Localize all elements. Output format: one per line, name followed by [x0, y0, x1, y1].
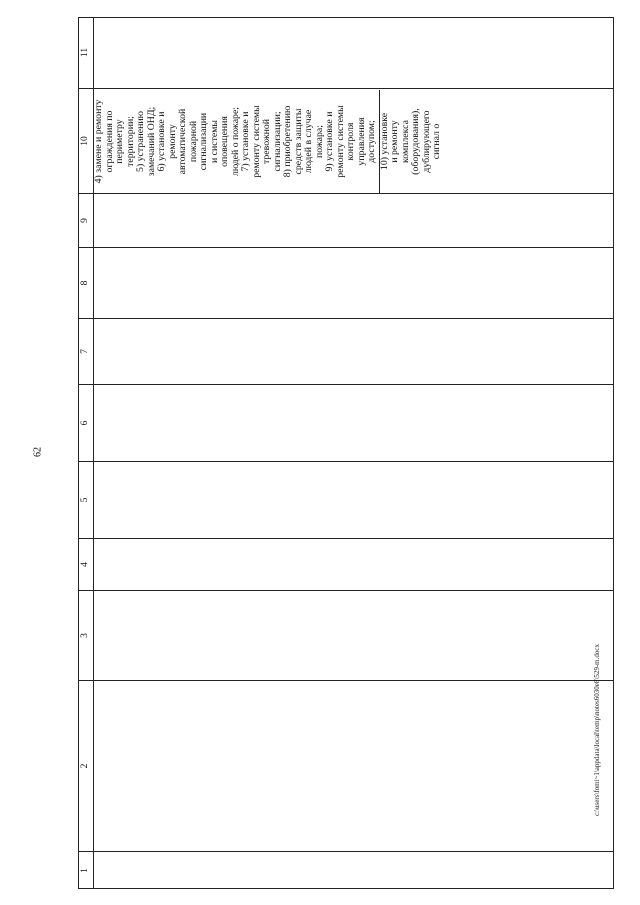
col10-line: (оборудования), [410, 108, 421, 175]
col10-line: 6) установке и [156, 111, 167, 172]
col10-line: пожара; [313, 125, 325, 158]
header-col-7: 7 [78, 318, 94, 384]
col10-line: ремонту [166, 124, 178, 159]
col10-line: ограждения по [103, 110, 115, 173]
col10-line: доступом; [366, 120, 377, 163]
col10-line: 10) установке [378, 112, 390, 171]
col10-line: и системы [208, 119, 220, 164]
col10-line: периметру [114, 119, 125, 164]
col10-line: ремонту системы [334, 105, 346, 178]
header-col-8: 8 [78, 247, 94, 318]
footer-file-path: c:\users\fomi~1\appdata\local\temp\notes6030e8\529-m.docx [593, 644, 601, 816]
col10-line: замечаний ОНД; [145, 106, 157, 177]
col10-line: ремонту системы [250, 105, 262, 178]
cell-col-6 [94, 384, 614, 461]
header-col-9: 9 [78, 193, 94, 247]
header-col-11: 11 [78, 17, 94, 88]
cell-col-10 [94, 88, 614, 193]
cell-col-8 [94, 247, 614, 318]
col10-line: 5) устранению [135, 111, 146, 172]
col10-line: средств защиты [292, 108, 304, 175]
cell-col-1 [94, 851, 614, 889]
col10-line: автоматической [177, 108, 188, 175]
header-col-1: 1 [78, 851, 94, 889]
col10-line: оповещения [219, 116, 230, 167]
table-header-row [78, 17, 94, 889]
cell-col-7 [94, 318, 614, 384]
cell-col-4 [94, 538, 614, 590]
col10-line: сигнал о [431, 123, 442, 160]
header-col-2: 2 [78, 680, 94, 851]
col10-line: управления [355, 117, 367, 166]
col10-line: дублирующего [420, 110, 432, 173]
table-body-row [94, 17, 614, 889]
cell-col-3 [94, 590, 614, 680]
header-col-4: 4 [78, 538, 94, 590]
rotated-table [78, 17, 614, 889]
col10-line: пожарной [187, 120, 199, 163]
col10-line: людей о пожаре; [229, 106, 241, 177]
col10-line: 4) замене и ремонту [93, 99, 104, 184]
cell-col-5 [94, 461, 614, 538]
col10-text [94, 90, 443, 193]
col10-line: и ремонту [389, 120, 400, 163]
col10-line: 7) установке и [240, 111, 251, 172]
cell-col-2 [94, 680, 614, 851]
col10-line: комплекса [399, 120, 411, 163]
col10-line: сигнализации; [271, 111, 283, 172]
col10-line: 9) установке и [324, 111, 335, 172]
page-number: 62 [32, 447, 44, 457]
cell-col-9 [94, 193, 614, 247]
header-col-3: 3 [78, 590, 94, 680]
col10-line: тревожной [261, 119, 272, 165]
col10-line: территории; [124, 116, 136, 167]
header-col-5: 5 [78, 461, 94, 538]
cell-col-11 [94, 17, 614, 88]
col10-line: 8) приобретению [282, 105, 293, 178]
header-col-6: 6 [78, 384, 94, 461]
col10-line: людей в случае [303, 109, 314, 174]
col10-line: контроля [345, 122, 356, 161]
header-col-10: 10 [78, 88, 94, 193]
col10-line: сигнализации [198, 112, 209, 171]
